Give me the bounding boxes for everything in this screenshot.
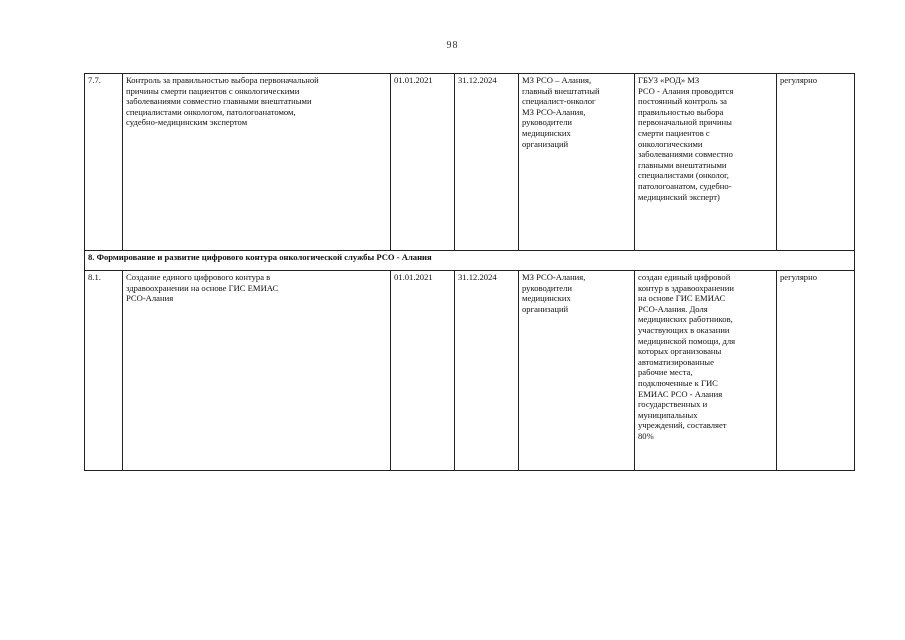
plan-table <box>84 73 855 471</box>
result-cell: создан единый цифровой контур в здравоохранении на основе ГИС ЕМИАС РСО-Алания. Доля медицинских работников, участвующих в оказании медицинской помощи, для которых организованы автоматизированные рабочие места, подключенные к ГИС ЕМИАС РСО - Алания государственных и муниципальных учреждений, составляет 80% <box>635 271 777 471</box>
responsible-cell: МЗ РСО-Алания, руководители медицинских организаций <box>519 271 635 471</box>
start-date-cell: 01.01.2021 <box>391 74 455 251</box>
end-date-cell: 31.12.2024 <box>455 74 519 251</box>
responsible-cell: МЗ РСО – Алания, главный внештатный специалист-онколог МЗ РСО-Алания, руководители медицинских организаций <box>519 74 635 251</box>
row-number-cell: 7.7. <box>85 74 123 251</box>
row-number-cell: 8.1. <box>85 271 123 471</box>
result-cell: ГБУЗ «РОД» МЗ РСО - Алания проводится постоянный контроль за правильностью выбора первоначальной причины смерти пациентов с онкологическими заболеваниями совместно главными внештатными специалистами (онколог, патологоанатом, судебно- медицинский эксперт) <box>635 74 777 251</box>
end-date-cell: 31.12.2024 <box>455 271 519 471</box>
periodicity-cell: регулярно <box>777 74 855 251</box>
action-cell: Контроль за правильностью выбора первоначальной причины смерти пациентов с онкологическими заболеваниями совместно главными внештатными специалистами онкологом, патологоанатомом, судебно-медицинским экспертом <box>123 74 391 251</box>
table-row <box>85 74 855 251</box>
section-header-row <box>85 251 855 271</box>
start-date-cell: 01.01.2021 <box>391 271 455 471</box>
periodicity-cell: регулярно <box>777 271 855 471</box>
action-cell: Создание единого цифрового контура в здравоохранении на основе ГИС ЕМИАС РСО-Алания <box>123 271 391 471</box>
page-number: 98 <box>446 40 459 51</box>
section-title: 8. Формирование и развитие цифрового контура онкологической службы РСО - Алания <box>85 251 855 271</box>
table-row <box>85 271 855 471</box>
